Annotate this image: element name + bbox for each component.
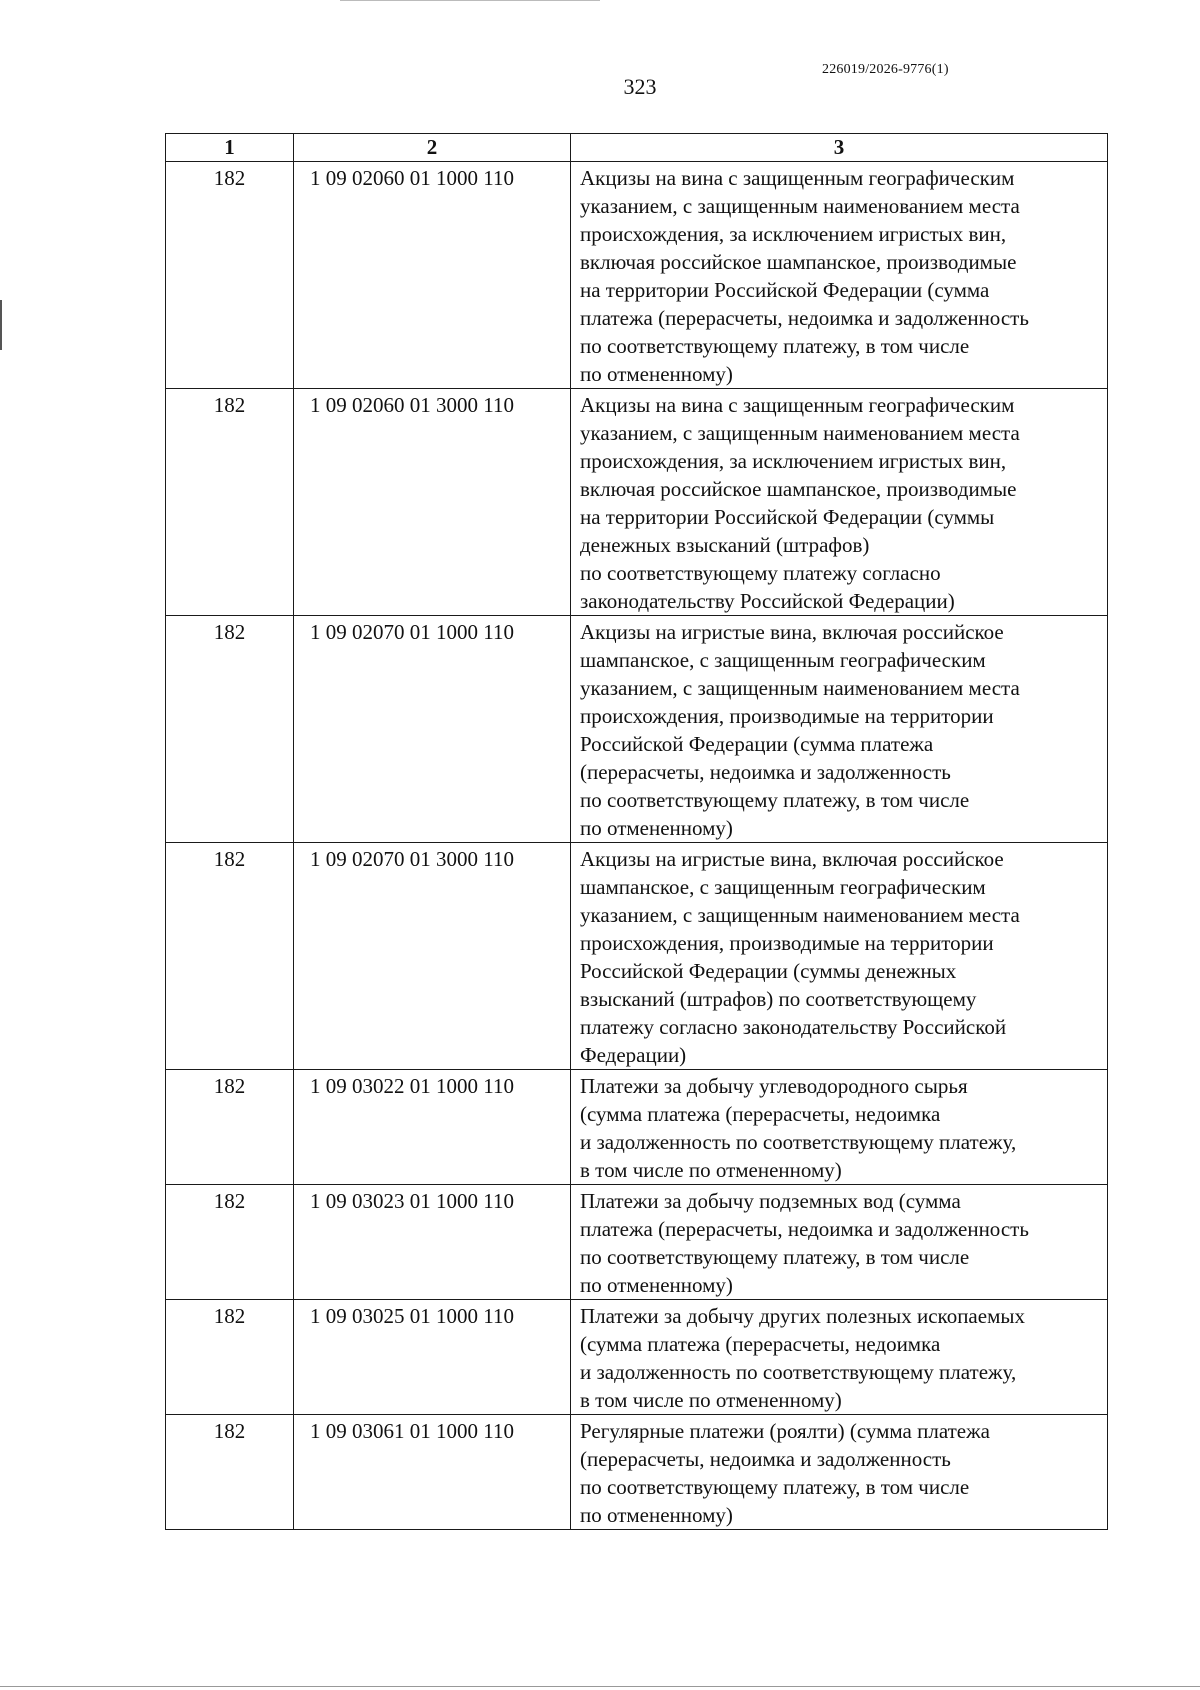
description-line: Акцизы на вина с защищенным географическим — [580, 166, 1015, 190]
description-line: платежа (перерасчеты, недоимка и задолженность — [580, 306, 1029, 330]
page-number: 323 — [623, 74, 657, 99]
description-line: Акцизы на игристые вина, включая российское — [580, 847, 1004, 871]
column-header-1: 1 — [166, 134, 294, 162]
description-line: платежа (перерасчеты, недоимка и задолженность — [580, 1217, 1029, 1241]
admin-code-cell: 182 — [166, 162, 294, 389]
description-line: (перерасчеты, недоимка и задолженность — [580, 760, 951, 784]
description-line: происхождения, производимые на территории — [580, 704, 994, 728]
description-line: Российской Федерации (суммы денежных — [580, 959, 957, 983]
description-line: по отмененному) — [580, 1273, 733, 1297]
description-line: по соответствующему платежу, в том числе — [580, 1475, 970, 1499]
table-header-row — [166, 134, 1108, 162]
description-line: Платежи за добычу подземных вод (сумма — [580, 1189, 961, 1213]
description-cell — [571, 1185, 1108, 1300]
column-header-3: 3 — [571, 134, 1108, 162]
description-line: и задолженность по соответствующему платежу, — [580, 1130, 1017, 1154]
description-line: Регулярные платежи (роялти) (сумма платежа — [580, 1419, 990, 1443]
description-line: шампанское, с защищенным географическим — [580, 648, 986, 672]
description-line: по отмененному) — [580, 1503, 733, 1527]
scan-edge-mark — [340, 0, 600, 1]
budget-code-cell: 1 09 02060 01 3000 110 — [294, 389, 571, 616]
description-line: указанием, с защищенным наименованием места — [580, 676, 1020, 700]
description-line: по соответствующему платежу согласно — [580, 561, 941, 585]
description-cell — [571, 843, 1108, 1070]
description-line: и задолженность по соответствующему платежу, — [580, 1360, 1017, 1384]
budget-code-cell: 1 09 02070 01 3000 110 — [294, 843, 571, 1070]
budget-code-cell: 1 09 02070 01 1000 110 — [294, 616, 571, 843]
description-line: по отмененному) — [580, 362, 733, 386]
scan-edge-mark — [0, 300, 2, 350]
description-line: по соответствующему платежу, в том числе — [580, 1245, 970, 1269]
description-cell — [571, 1070, 1108, 1185]
description-cell — [571, 162, 1108, 389]
admin-code-cell: 182 — [166, 1300, 294, 1415]
description-line: на территории Российской Федерации (сумма — [580, 278, 990, 302]
table-row — [166, 1300, 1108, 1415]
budget-code-cell: 1 09 03022 01 1000 110 — [294, 1070, 571, 1185]
description-line: платежу согласно законодательству Российской — [580, 1015, 1007, 1039]
column-header-2: 2 — [294, 134, 571, 162]
description-line: по соответствующему платежу, в том числе — [580, 788, 970, 812]
description-line: по соответствующему платежу, в том числе — [580, 334, 970, 358]
table-row — [166, 1185, 1108, 1300]
description-line: шампанское, с защищенным географическим — [580, 875, 986, 899]
description-line: включая российское шампанское, производимые — [580, 250, 1017, 274]
description-line: Акцизы на вина с защищенным географическим — [580, 393, 1015, 417]
table-row — [166, 162, 1108, 389]
document-reference: 226019/2026-9776(1) — [822, 62, 949, 77]
admin-code-cell: 182 — [166, 1415, 294, 1530]
description-line: Платежи за добычу углеводородного сырья — [580, 1074, 968, 1098]
description-line: Платежи за добычу других полезных ископаемых — [580, 1304, 1025, 1328]
description-line: происхождения, за исключением игристых вин, — [580, 449, 1007, 473]
description-line: в том числе по отмененному) — [580, 1388, 842, 1412]
description-line: Акцизы на игристые вина, включая российское — [580, 620, 1004, 644]
table-row — [166, 389, 1108, 616]
admin-code-cell: 182 — [166, 389, 294, 616]
description-line: на территории Российской Федерации (суммы — [580, 505, 995, 529]
table-body — [166, 162, 1108, 1530]
description-line: включая российское шампанское, производимые — [580, 477, 1017, 501]
description-line: денежных взысканий (штрафов) — [580, 533, 870, 557]
description-cell — [571, 1415, 1108, 1530]
description-line: (сумма платежа (перерасчеты, недоимка — [580, 1332, 941, 1356]
description-line: (сумма платежа (перерасчеты, недоимка — [580, 1102, 941, 1126]
table-row — [166, 843, 1108, 1070]
description-line: указанием, с защищенным наименованием места — [580, 194, 1020, 218]
description-line: указанием, с защищенным наименованием места — [580, 903, 1020, 927]
description-cell — [571, 1300, 1108, 1415]
description-line: в том числе по отмененному) — [580, 1158, 842, 1182]
description-line: законодательству Российской Федерации) — [580, 589, 955, 613]
description-line: по отмененному) — [580, 816, 733, 840]
table-row — [166, 1070, 1108, 1185]
description-line: Российской Федерации (сумма платежа — [580, 732, 934, 756]
description-cell — [571, 616, 1108, 843]
budget-code-cell: 1 09 02060 01 1000 110 — [294, 162, 571, 389]
description-line: (перерасчеты, недоимка и задолженность — [580, 1447, 951, 1471]
description-line: взысканий (штрафов) по соответствующему — [580, 987, 977, 1011]
description-line: происхождения, за исключением игристых вин, — [580, 222, 1007, 246]
budget-code-cell: 1 09 03061 01 1000 110 — [294, 1415, 571, 1530]
table-row — [166, 1415, 1108, 1530]
table-row — [166, 616, 1108, 843]
admin-code-cell: 182 — [166, 1185, 294, 1300]
scan-edge-mark — [0, 1686, 1200, 1687]
description-line: происхождения, производимые на территории — [580, 931, 994, 955]
admin-code-cell: 182 — [166, 616, 294, 843]
description-line: Федерации) — [580, 1043, 687, 1067]
description-cell — [571, 389, 1108, 616]
description-line: указанием, с защищенным наименованием места — [580, 421, 1020, 445]
classification-table — [165, 133, 1108, 1530]
admin-code-cell: 182 — [166, 843, 294, 1070]
budget-code-cell: 1 09 03023 01 1000 110 — [294, 1185, 571, 1300]
budget-code-cell: 1 09 03025 01 1000 110 — [294, 1300, 571, 1415]
admin-code-cell: 182 — [166, 1070, 294, 1185]
